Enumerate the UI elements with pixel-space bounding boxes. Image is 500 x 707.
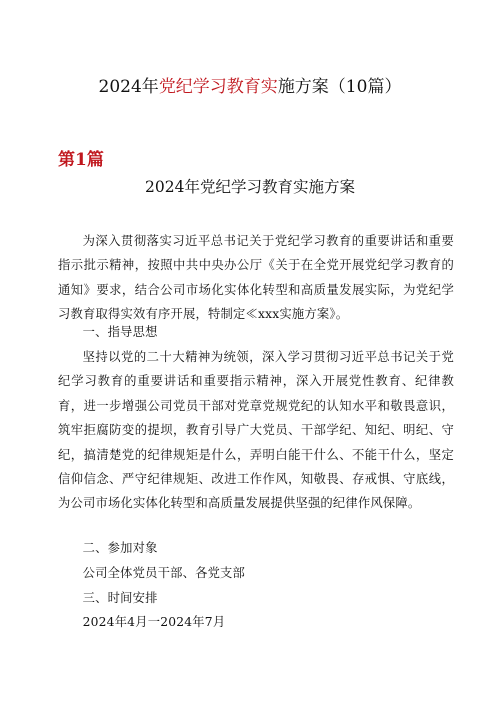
section-title: 2024年党纪学习教育实施方案	[145, 178, 355, 196]
heading-guiding-ideology: 一、指导思想	[82, 325, 158, 339]
document-title-highlight: 党纪学习教育实	[158, 77, 278, 97]
document-title-year: 2024年	[98, 77, 159, 97]
paragraph-guiding-ideology: 坚持以党的二十大精神为统领，深入学习贯彻习近平总书记关于党纪学习教育的重要讲话和重要指示精神，深入开展党性教育、纪律教育，进一步增强公司党员干部对党章党规党纪的认知水平和敬畏意识，筑牢拒腐防变的提坝，教育引导广大党员、干部学纪、知纪、明纪、守纪，搞清楚党的纪律规矩是什么，弄明白能干什么、不能干什么，坚定信仰信念、严守纪律规矩、改进工作作风，知敬畏、存戒惧、守底线，为公司市场化实体化转型和高质量发展提供坚强的纪律作风保障。	[58, 350, 454, 511]
heading-schedule: 三、时间安排	[82, 591, 158, 605]
heading-participants: 二、参加对象	[82, 541, 158, 555]
paragraph-schedule: 2024年4月一2024年7月	[82, 615, 226, 629]
document-title	[0, 75, 500, 99]
document-title-suffix: 施方案（10篇）	[277, 77, 402, 97]
chapter-label: 第1篇	[58, 150, 104, 170]
intro-paragraph: 为深入贯彻落实习近平总书记关于党纪学习教育的重要讲话和重要指示批示精神，按照中共中央办公厅《关于在全党开展党纪学习教育的通知》要求，结合公司市场化实体化转型和高质量发展实际，为党纪学习教育取得实效有序开展，特制定≪xxx实施方案》。	[58, 234, 454, 322]
paragraph-participants: 公司全体党员干部、各党支部	[82, 566, 246, 580]
